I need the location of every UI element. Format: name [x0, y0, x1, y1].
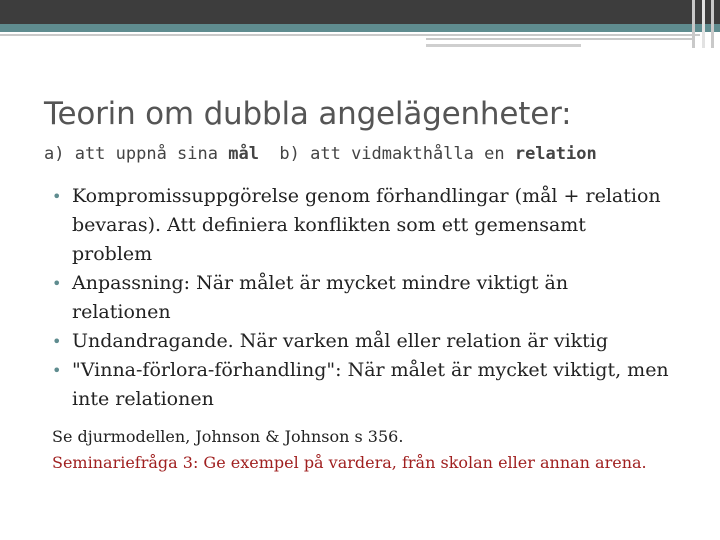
bullet-item	[52, 269, 672, 327]
seminar-question: Seminariefråga 3: Ge exempel på vardera, från skolan eller annan arena.	[52, 453, 647, 472]
bullet-list	[52, 182, 672, 414]
decorative-line	[426, 44, 581, 47]
bullet-text: Undandragande. När varken mål eller relation är viktig	[72, 330, 609, 352]
top-teal-band	[0, 24, 720, 32]
bullet-item	[52, 356, 672, 414]
bullet-dot-icon: •	[52, 187, 62, 206]
bullet-dot-icon: •	[52, 332, 62, 351]
bullet-item	[52, 182, 672, 269]
bullet-text: "Vinna-förlora-förhandling": När målet är mycket viktigt, men inte relationen	[72, 359, 669, 410]
bullet-dot-icon: •	[52, 274, 62, 293]
subtitle-part-b: b) att vidmakthålla en	[258, 144, 515, 164]
decorative-line	[0, 34, 700, 36]
bullet-text: Kompromissuppgörelse genom förhandlingar (mål + relation bevaras). Att definiera konflikten som ett gemensamt problem	[72, 185, 661, 265]
subtitle-relation: relation	[514, 144, 597, 164]
subtitle-goal: mål	[228, 144, 259, 164]
decorative-line	[426, 38, 694, 40]
slide-title: Teorin om dubbla angelägenheter:	[44, 96, 572, 132]
reference-note: Se djurmodellen, Johnson & Johnson s 356.	[52, 427, 404, 446]
slide-subtitle	[44, 144, 597, 164]
top-dark-band	[0, 0, 720, 24]
bullet-item	[52, 327, 672, 356]
bullet-text: Anpassning: När målet är mycket mindre viktigt än relationen	[72, 272, 569, 323]
decorative-vertical-bars	[692, 0, 714, 48]
subtitle-part-a: a) att uppnå sina	[44, 144, 229, 164]
bullet-dot-icon: •	[52, 361, 62, 380]
